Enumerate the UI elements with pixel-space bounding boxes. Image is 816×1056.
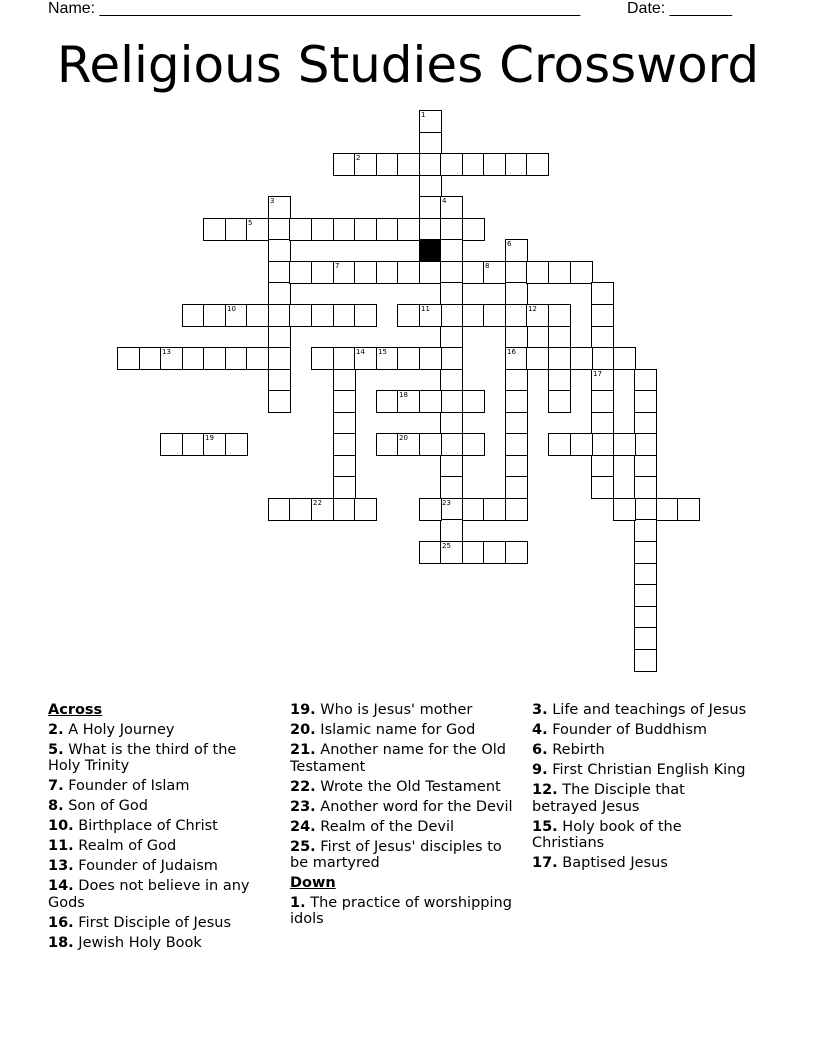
grid-cell[interactable] xyxy=(570,347,593,370)
grid-cell[interactable] xyxy=(440,326,463,349)
grid-cell[interactable] xyxy=(268,261,291,284)
grid-cell[interactable] xyxy=(548,261,571,284)
grid-cell[interactable] xyxy=(440,196,463,219)
grid-cell[interactable] xyxy=(656,498,679,521)
grid-cell[interactable] xyxy=(182,304,205,327)
grid-cell[interactable] xyxy=(333,433,356,456)
grid-cell[interactable] xyxy=(634,476,657,499)
grid-cell[interactable] xyxy=(505,239,528,262)
grid-cell[interactable] xyxy=(505,261,528,284)
clue-across-13: 13. Founder of Judaism xyxy=(48,858,218,874)
grid-cell[interactable] xyxy=(591,390,614,413)
grid-cell[interactable] xyxy=(505,390,528,413)
clue-across-7: 7. Founder of Islam xyxy=(48,778,190,794)
grid-cell[interactable] xyxy=(311,218,334,241)
grid-cell[interactable] xyxy=(203,433,226,456)
grid-cell[interactable] xyxy=(548,304,571,327)
grid-cell[interactable] xyxy=(440,347,463,370)
clue-across-11: 11. Realm of God xyxy=(48,838,177,854)
grid-cell[interactable] xyxy=(591,412,614,435)
grid-cell[interactable] xyxy=(117,347,140,370)
grid-cell[interactable] xyxy=(548,369,571,392)
grid-cell[interactable] xyxy=(440,369,463,392)
grid-cell[interactable] xyxy=(311,347,334,370)
grid-cell[interactable] xyxy=(440,239,463,262)
grid-cell[interactable] xyxy=(203,304,226,327)
grid-cell[interactable] xyxy=(505,282,528,305)
clue-number-label: 23 xyxy=(442,499,451,507)
grid-cell[interactable] xyxy=(440,282,463,305)
grid-cell[interactable] xyxy=(376,347,399,370)
grid-block-cell xyxy=(419,239,442,262)
clue-number-label: 19 xyxy=(205,434,214,442)
grid-cell[interactable] xyxy=(591,282,614,305)
clue-number-label: 13 xyxy=(162,348,171,356)
page-title: Religious Studies Crossword xyxy=(56,36,760,94)
grid-cell[interactable] xyxy=(483,153,506,176)
grid-cell[interactable] xyxy=(333,153,356,176)
grid-cell[interactable] xyxy=(419,541,442,564)
grid-cell[interactable] xyxy=(139,347,162,370)
clue-number-label: 4 xyxy=(442,197,447,205)
grid-cell[interactable] xyxy=(440,390,463,413)
grid-cell[interactable] xyxy=(505,153,528,176)
grid-cell[interactable] xyxy=(397,433,420,456)
grid-cell[interactable] xyxy=(419,175,442,198)
clue-number-label: 12 xyxy=(528,305,537,313)
grid-cell[interactable] xyxy=(419,132,442,155)
clue-across-18: 18. Jewish Holy Book xyxy=(48,934,202,951)
grid-cell[interactable] xyxy=(570,261,593,284)
grid-cell[interactable] xyxy=(333,498,356,521)
grid-cell[interactable] xyxy=(246,218,269,241)
grid-cell[interactable] xyxy=(333,455,356,478)
clue-across-14: 14. Does not believe in any Gods xyxy=(48,878,250,911)
clue-number-label: 2 xyxy=(356,154,361,162)
clues-column-2 xyxy=(290,702,520,931)
grid-cell[interactable] xyxy=(440,541,463,564)
clues-column-1 xyxy=(48,702,273,955)
grid-cell[interactable] xyxy=(505,347,528,370)
grid-cell[interactable] xyxy=(440,261,463,284)
grid-cell[interactable] xyxy=(419,498,442,521)
clue-down-9: 9. First Christian English King xyxy=(532,762,746,778)
clue-across-24: 24. Realm of the Devil xyxy=(290,818,455,835)
grid-cell[interactable] xyxy=(311,498,334,521)
grid-cell[interactable] xyxy=(440,153,463,176)
grid-cell[interactable] xyxy=(613,498,636,521)
grid-cell[interactable] xyxy=(354,218,377,241)
clue-number-label: 1 xyxy=(421,111,426,119)
grid-cell[interactable] xyxy=(505,476,528,499)
clue-across-8: 8. Son of God xyxy=(48,798,148,814)
name-field-label: Name: ______________________________________________________ xyxy=(48,0,581,17)
grid-cell[interactable] xyxy=(505,433,528,456)
grid-cell[interactable] xyxy=(634,584,657,607)
grid-cell[interactable] xyxy=(634,649,657,672)
grid-cell[interactable] xyxy=(505,369,528,392)
grid-cell[interactable] xyxy=(440,433,463,456)
date-field-label: Date: _______ xyxy=(627,0,732,17)
grid-cell[interactable] xyxy=(634,606,657,629)
grid-cell[interactable] xyxy=(268,304,291,327)
grid-cell[interactable] xyxy=(526,261,549,284)
grid-cell[interactable] xyxy=(160,347,183,370)
grid-cell[interactable] xyxy=(397,261,420,284)
grid-cell[interactable] xyxy=(526,347,549,370)
grid-cell[interactable] xyxy=(289,261,312,284)
grid-cell[interactable] xyxy=(225,304,248,327)
across-heading: Across xyxy=(48,702,103,718)
grid-cell[interactable] xyxy=(462,153,485,176)
grid-cell[interactable] xyxy=(440,304,463,327)
grid-cell[interactable] xyxy=(354,153,377,176)
grid-cell[interactable] xyxy=(505,541,528,564)
clue-across-19: 19. Who is Jesus' mother xyxy=(290,702,473,718)
clue-down-1: 1. The practice of worshipping idols xyxy=(290,894,512,927)
grid-cell[interactable] xyxy=(419,304,442,327)
grid-cell[interactable] xyxy=(333,412,356,435)
grid-cell[interactable] xyxy=(311,261,334,284)
grid-cell[interactable] xyxy=(505,412,528,435)
grid-cell[interactable] xyxy=(440,476,463,499)
grid-cell[interactable] xyxy=(440,519,463,542)
grid-cell[interactable] xyxy=(634,498,657,521)
grid-cell[interactable] xyxy=(591,347,614,370)
grid-cell[interactable] xyxy=(483,304,506,327)
grid-cell[interactable] xyxy=(634,519,657,542)
clue-down-4: 4. Founder of Buddhism xyxy=(532,722,708,738)
grid-cell[interactable] xyxy=(677,498,700,521)
grid-cell[interactable] xyxy=(634,369,657,392)
grid-cell[interactable] xyxy=(591,326,614,349)
grid-cell[interactable] xyxy=(225,347,248,370)
grid-cell[interactable] xyxy=(634,563,657,586)
grid-cell[interactable] xyxy=(440,412,463,435)
grid-cell[interactable] xyxy=(376,218,399,241)
grid-cell[interactable] xyxy=(634,390,657,413)
grid-cell[interactable] xyxy=(289,304,312,327)
grid-cell[interactable] xyxy=(591,433,614,456)
grid-cell[interactable] xyxy=(462,433,485,456)
clue-across-5: 5. What is the third of the Holy Trinity xyxy=(48,741,237,774)
clue-number-label: 22 xyxy=(313,499,322,507)
grid-cell[interactable] xyxy=(548,390,571,413)
grid-cell[interactable] xyxy=(397,304,420,327)
clue-number-label: 15 xyxy=(378,348,387,356)
clue-across-2: 2. A Holy Journey xyxy=(48,721,175,738)
grid-cell[interactable] xyxy=(526,304,549,327)
grid-cell[interactable] xyxy=(246,347,269,370)
grid-cell[interactable] xyxy=(268,239,291,262)
grid-cell[interactable] xyxy=(333,218,356,241)
grid-cell[interactable] xyxy=(419,347,442,370)
grid-cell[interactable] xyxy=(182,347,205,370)
grid-cell[interactable] xyxy=(613,433,636,456)
grid-cell[interactable] xyxy=(225,433,248,456)
grid-cell[interactable] xyxy=(634,627,657,650)
grid-cell[interactable] xyxy=(548,347,571,370)
grid-cell[interactable] xyxy=(483,541,506,564)
grid-cell[interactable] xyxy=(613,347,636,370)
clue-across-25: 25. First of Jesus' disciples to be martyred xyxy=(290,838,502,871)
grid-cell[interactable] xyxy=(440,498,463,521)
clue-across-22: 22. Wrote the Old Testament xyxy=(290,778,501,795)
clue-number-label: 17 xyxy=(593,370,602,378)
clue-number-label: 8 xyxy=(485,262,490,270)
grid-cell[interactable] xyxy=(483,261,506,284)
clues-column-3 xyxy=(532,702,747,875)
grid-cell[interactable] xyxy=(634,455,657,478)
grid-cell[interactable] xyxy=(419,110,442,133)
grid-cell[interactable] xyxy=(505,498,528,521)
grid-cell[interactable] xyxy=(591,455,614,478)
grid-cell[interactable] xyxy=(440,455,463,478)
grid-cell[interactable] xyxy=(268,326,291,349)
grid-cell[interactable] xyxy=(505,455,528,478)
grid-cell[interactable] xyxy=(505,326,528,349)
clue-across-21: 21. Another name for the Old Testament xyxy=(290,742,506,775)
clue-across-10: 10. Birthplace of Christ xyxy=(48,818,218,834)
grid-cell[interactable] xyxy=(225,218,248,241)
grid-cell[interactable] xyxy=(505,304,528,327)
clue-down-3: 3. Life and teachings of Jesus xyxy=(532,702,747,718)
clue-down-17: 17. Baptised Jesus xyxy=(532,855,668,871)
grid-cell[interactable] xyxy=(548,326,571,349)
grid-cell[interactable] xyxy=(462,261,485,284)
grid-cell[interactable] xyxy=(419,196,442,219)
clue-across-16: 16. First Disciple of Jesus xyxy=(48,914,232,931)
grid-cell[interactable] xyxy=(376,390,399,413)
grid-cell[interactable] xyxy=(354,347,377,370)
grid-cell[interactable] xyxy=(203,347,226,370)
clue-number-label: 10 xyxy=(227,305,236,313)
grid-cell[interactable] xyxy=(397,347,420,370)
grid-cell[interactable] xyxy=(268,282,291,305)
clue-number-label: 16 xyxy=(507,348,516,356)
grid-cell[interactable] xyxy=(397,390,420,413)
clue-number-label: 3 xyxy=(270,197,275,205)
grid-cell[interactable] xyxy=(440,218,463,241)
clue-down-15: 15. Holy book of the Christians xyxy=(532,818,682,851)
grid-cell[interactable] xyxy=(182,433,205,456)
grid-cell[interactable] xyxy=(354,261,377,284)
grid-cell[interactable] xyxy=(160,433,183,456)
grid-cell[interactable] xyxy=(419,153,442,176)
grid-cell[interactable] xyxy=(289,498,312,521)
clue-across-20: 20. Islamic name for God xyxy=(290,722,476,738)
grid-cell[interactable] xyxy=(548,433,571,456)
grid-cell[interactable] xyxy=(419,261,442,284)
grid-cell[interactable] xyxy=(419,390,442,413)
grid-cell[interactable] xyxy=(634,433,657,456)
grid-cell[interactable] xyxy=(376,153,399,176)
grid-cell[interactable] xyxy=(462,541,485,564)
grid-cell[interactable] xyxy=(333,390,356,413)
clue-number-label: 6 xyxy=(507,240,512,248)
grid-cell[interactable] xyxy=(526,153,549,176)
grid-cell[interactable] xyxy=(397,153,420,176)
grid-cell[interactable] xyxy=(376,261,399,284)
grid-cell[interactable] xyxy=(268,347,291,370)
clue-number-label: 5 xyxy=(248,219,253,227)
grid-cell[interactable] xyxy=(419,218,442,241)
grid-cell[interactable] xyxy=(333,369,356,392)
grid-cell[interactable] xyxy=(591,476,614,499)
grid-cell[interactable] xyxy=(462,390,485,413)
grid-cell[interactable] xyxy=(397,218,420,241)
grid-cell[interactable] xyxy=(268,390,291,413)
grid-cell[interactable] xyxy=(591,369,614,392)
grid-cell[interactable] xyxy=(591,304,614,327)
clue-number-label: 14 xyxy=(356,348,365,356)
grid-cell[interactable] xyxy=(462,218,485,241)
grid-cell[interactable] xyxy=(333,261,356,284)
grid-cell[interactable] xyxy=(203,218,226,241)
clue-down-6: 6. Rebirth xyxy=(532,742,605,758)
grid-cell[interactable] xyxy=(376,433,399,456)
grid-cell[interactable] xyxy=(419,433,442,456)
grid-cell[interactable] xyxy=(311,304,334,327)
grid-cell[interactable] xyxy=(268,196,291,219)
clue-number-label: 25 xyxy=(442,542,451,550)
clue-across-23: 23. Another word for the Devil xyxy=(290,798,513,815)
grid-cell[interactable] xyxy=(483,498,506,521)
clue-number-label: 11 xyxy=(421,305,430,313)
grid-cell[interactable] xyxy=(289,218,312,241)
grid-cell[interactable] xyxy=(333,476,356,499)
grid-cell[interactable] xyxy=(354,498,377,521)
clue-number-label: 7 xyxy=(335,262,340,270)
grid-cell[interactable] xyxy=(634,412,657,435)
grid-cell[interactable] xyxy=(246,304,269,327)
grid-cell[interactable] xyxy=(634,541,657,564)
grid-cell[interactable] xyxy=(268,218,291,241)
clue-number-label: 20 xyxy=(399,434,408,442)
clue-down-12: 12. The Disciple that betrayed Jesus xyxy=(532,782,685,815)
down-heading: Down xyxy=(290,875,336,891)
grid-cell[interactable] xyxy=(570,433,593,456)
grid-cell[interactable] xyxy=(333,347,356,370)
grid-cell[interactable] xyxy=(354,304,377,327)
grid-cell[interactable] xyxy=(268,498,291,521)
grid-cell[interactable] xyxy=(333,304,356,327)
grid-cell[interactable] xyxy=(462,304,485,327)
clue-number-label: 18 xyxy=(399,391,408,399)
grid-cell[interactable] xyxy=(462,498,485,521)
grid-cell[interactable] xyxy=(268,369,291,392)
